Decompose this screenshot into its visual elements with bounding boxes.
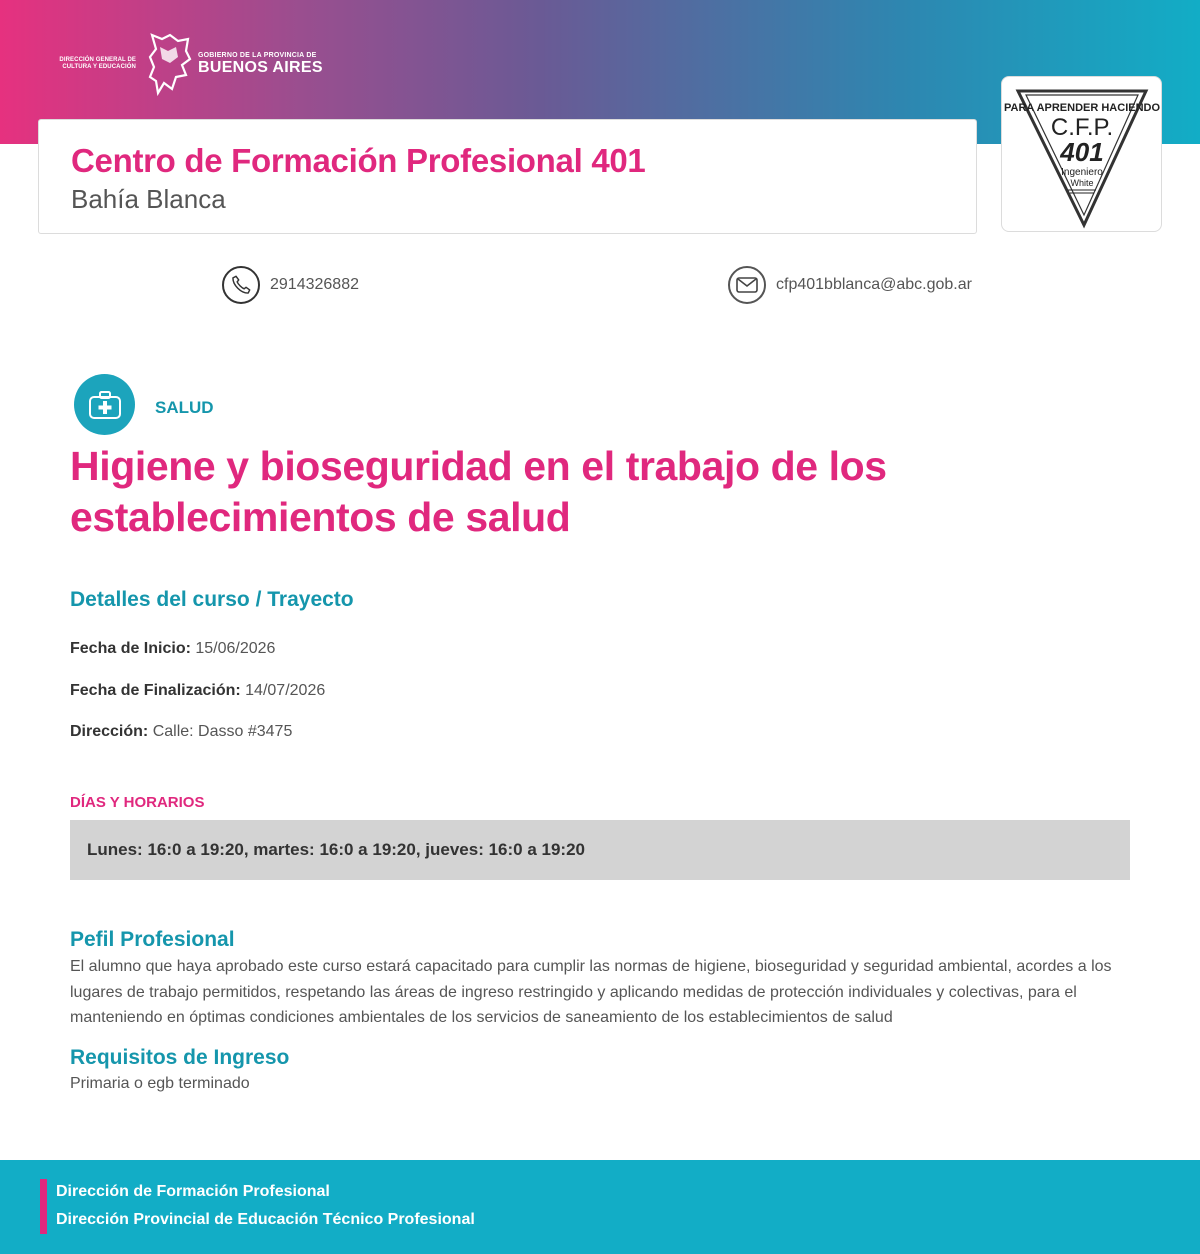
svg-text:PARA APRENDER HACIENDO: PARA APRENDER HACIENDO xyxy=(1003,102,1161,114)
center-title-card xyxy=(38,119,977,234)
start-date-value: 15/06/2026 xyxy=(195,640,276,657)
phone-number[interactable]: 2914326882 xyxy=(270,276,359,293)
requirements-text: Primaria o egb terminado xyxy=(70,1075,250,1092)
contact-phone xyxy=(222,266,359,304)
end-date-value: 14/07/2026 xyxy=(245,682,326,699)
profile-heading: Pefil Profesional xyxy=(70,928,235,951)
dgce-label: DIRECCIÓN GENERAL DE CULTURA Y EDUCACIÓN xyxy=(59,57,136,70)
end-date-label: Fecha de Finalización: xyxy=(70,682,241,699)
gov-title: BUENOS AIRES xyxy=(198,59,323,76)
svg-text:C.F.P.: C.F.P. xyxy=(1050,114,1114,141)
footer-line-2: Dirección Provincial de Educación Técnico Profesional xyxy=(56,1211,475,1228)
address-value: Calle: Dasso #3475 xyxy=(152,723,293,740)
gov-subtitle: GOBIERNO DE LA PROVINCIA DE xyxy=(198,52,317,59)
svg-text:Ingeniero: Ingeniero xyxy=(1061,167,1103,178)
mail-icon xyxy=(728,266,766,304)
schedule-heading: DÍAS Y HORARIOS xyxy=(70,794,205,811)
details-heading: Detalles del curso / Trayecto xyxy=(70,588,354,611)
footer xyxy=(0,1160,1200,1254)
contact-email xyxy=(728,266,972,304)
email-address[interactable]: cfp401bblanca@abc.gob.ar xyxy=(776,276,972,293)
svg-text:White: White xyxy=(1070,178,1094,188)
government-logo xyxy=(58,32,323,96)
center-city: Bahía Blanca xyxy=(71,184,226,214)
category-label: SALUD xyxy=(155,398,214,417)
schedule-box xyxy=(70,820,1130,880)
center-name: Centro de Formación Profesional 401 xyxy=(71,142,646,179)
svg-text:401: 401 xyxy=(1060,137,1104,167)
address xyxy=(70,723,292,741)
address-label: Dirección: xyxy=(70,723,149,740)
medical-kit-icon xyxy=(74,374,135,435)
start-date xyxy=(70,640,275,658)
end-date xyxy=(70,682,325,700)
course-title: Higiene y bioseguridad en el trabajo de los establecimientos de salud xyxy=(70,443,887,540)
footer-line-1: Dirección de Formación Profesional xyxy=(56,1183,330,1200)
cfp-logo xyxy=(1003,83,1161,229)
profile-text: El alumno que haya aprobado este curso estará capacitado para cumplir las normas de higiene, bioseguridad y seguridad ambiental, acordes a los lugares de trabajo permitidos, respetando las áreas de ingreso restringido y aplicando medidas de protección individuales y colectivas, para el manteniendo en óptimas condiciones ambientales de los servicios de saneamiento de los establecimientos de salud xyxy=(70,958,1112,1026)
cfp-logo-card xyxy=(1001,76,1162,232)
province-shield-icon xyxy=(148,33,192,95)
phone-icon xyxy=(222,266,260,304)
footer-accent-bar xyxy=(40,1179,47,1234)
requirements-heading: Requisitos de Ingreso xyxy=(70,1046,290,1069)
start-date-label: Fecha de Inicio: xyxy=(70,640,191,657)
schedule-value: Lunes: 16:0 a 19:20, martes: 16:0 a 19:20, jueves: 16:0 a 19:20 xyxy=(87,840,586,859)
